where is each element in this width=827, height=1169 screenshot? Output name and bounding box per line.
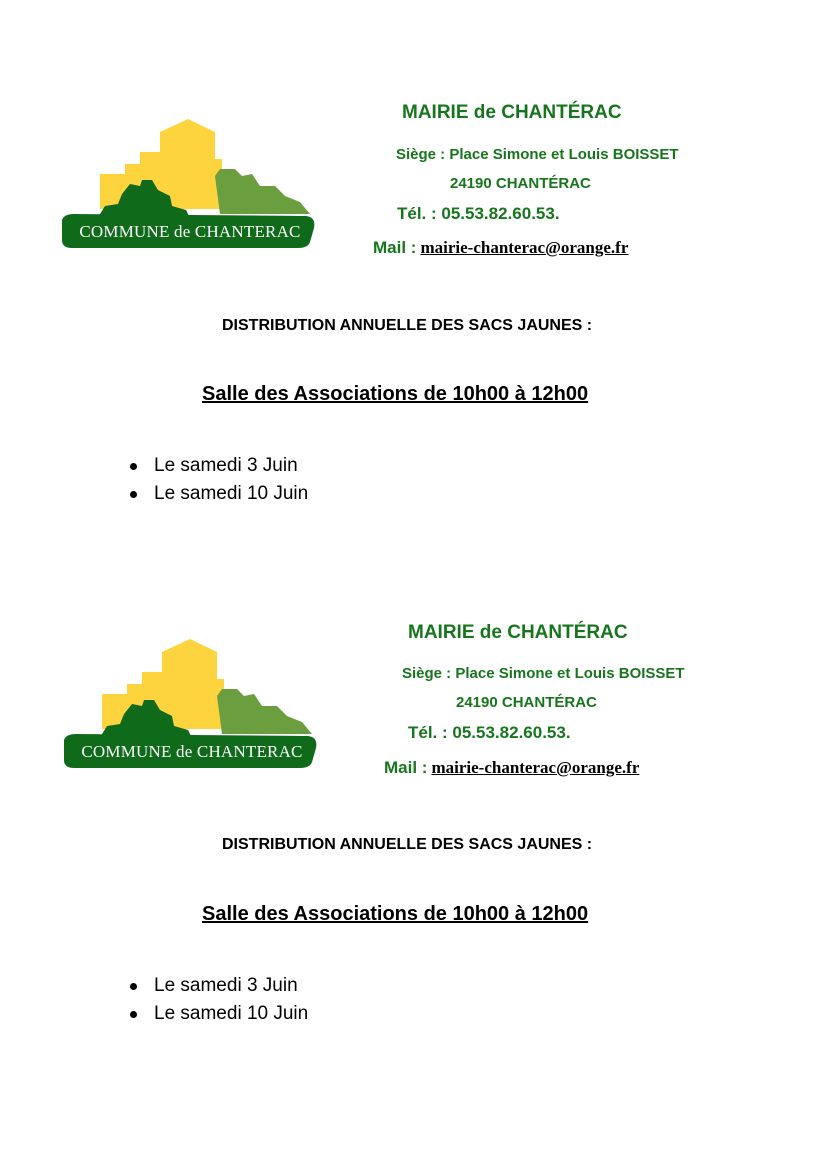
mail-link[interactable]: mairie-chanterac@orange.fr (431, 758, 640, 777)
postal-code: 24190 CHANTÉRAC (450, 175, 591, 192)
bullet-icon (130, 463, 137, 470)
bullet-icon (130, 983, 137, 990)
siege-address: Siège : Place Simone et Louis BOISSET (402, 665, 685, 682)
date-text: Le samedi 10 Juin (154, 483, 309, 504)
flyer-1 (0, 0, 827, 520)
salle-hours: Salle des Associations de 10h00 à 12h00 (202, 903, 589, 925)
salle-hours: Salle des Associations de 10h00 à 12h00 (202, 383, 589, 405)
flyer-2 (0, 520, 827, 1040)
date-text: Le samedi 3 Juin (154, 975, 298, 996)
mairie-title: MAIRIE de CHANTÉRAC (402, 102, 622, 123)
dates-list (130, 452, 308, 508)
mail-label: Mail : (373, 238, 417, 257)
mail-line (384, 758, 639, 778)
distribution-heading: DISTRIBUTION ANNUELLE DES SACS JAUNES : (222, 317, 593, 334)
list-item (130, 452, 308, 480)
date-text: Le samedi 3 Juin (154, 455, 298, 476)
logo-label: COMMUNE de CHANTERAC (81, 742, 303, 761)
mail-line (373, 238, 628, 258)
list-item (130, 1000, 308, 1028)
mail-link[interactable]: mairie-chanterac@orange.fr (420, 238, 629, 257)
commune-logo (60, 114, 320, 254)
dates-list (130, 972, 308, 1028)
distribution-heading: DISTRIBUTION ANNUELLE DES SACS JAUNES : (222, 836, 593, 853)
telephone: Tél. : 05.53.82.60.53. (397, 204, 560, 223)
list-item (130, 972, 308, 1000)
telephone: Tél. : 05.53.82.60.53. (408, 723, 571, 742)
mairie-title: MAIRIE de CHANTÉRAC (408, 622, 628, 643)
postal-code: 24190 CHANTÉRAC (456, 694, 597, 711)
date-text: Le samedi 10 Juin (154, 1003, 309, 1024)
commune-logo (62, 634, 322, 774)
mail-label: Mail : (384, 758, 428, 777)
bullet-icon (130, 491, 137, 498)
list-item (130, 480, 308, 508)
bullet-icon (130, 1011, 137, 1018)
logo-label: COMMUNE de CHANTERAC (79, 222, 301, 241)
siege-address: Siège : Place Simone et Louis BOISSET (396, 146, 679, 163)
